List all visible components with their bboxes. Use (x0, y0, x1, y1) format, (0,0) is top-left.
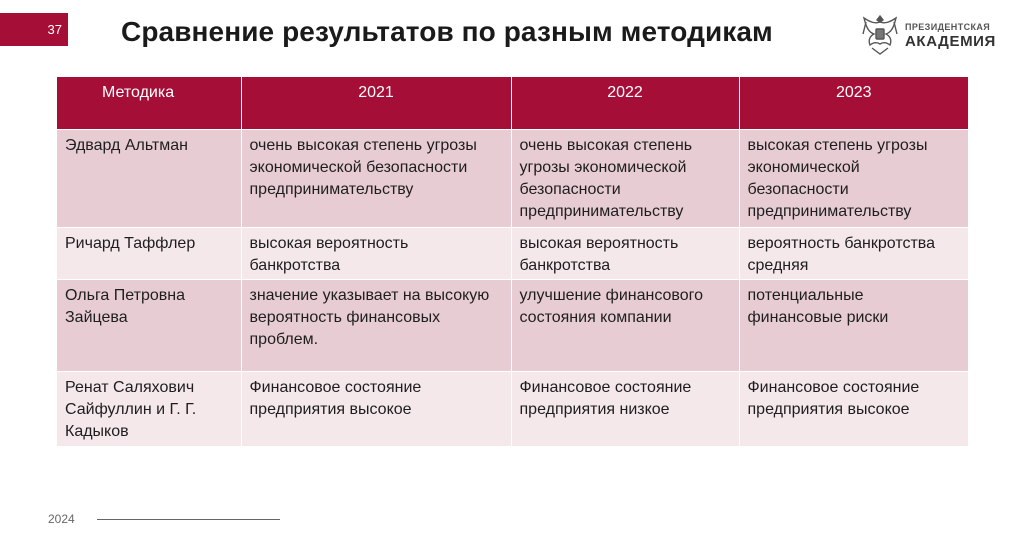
table-cell: Финансовое состояние предприятия высокое (739, 371, 968, 446)
page-title: Сравнение результатов по разным методикам (121, 16, 773, 47)
table-cell: Финансовое состояние предприятия низкое (511, 371, 739, 446)
table-cell: потенциальные финансовые риски (739, 279, 968, 371)
slide-number: 37 (47, 22, 62, 37)
footer-year: 2024 (48, 512, 75, 526)
table-cell: Эдвард Альтман (57, 129, 241, 227)
column-header-2021: 2021 (241, 77, 511, 129)
column-header-2022: 2022 (511, 77, 739, 129)
eagle-emblem-icon (858, 12, 902, 58)
table-cell: высокая вероятность банкротства (241, 227, 511, 279)
table-row (57, 129, 968, 227)
table-header-row (57, 77, 968, 129)
table-cell: очень высокая степень угрозы экономической безопасности предпринимательству (511, 129, 739, 227)
column-header-method: Методика (57, 77, 241, 129)
table-row (57, 227, 968, 279)
table-cell: Ольга Петровна Зайцева (57, 279, 241, 371)
logo-text-top: ПРЕЗИДЕНТСКАЯ (905, 22, 991, 32)
footer-divider (97, 519, 280, 520)
table-row (57, 371, 968, 446)
table-cell: Ричард Таффлер (57, 227, 241, 279)
slide-number-badge (0, 13, 68, 46)
table-cell: Ренат Саляхович Сайфуллин и Г. Г. Кадыков (57, 371, 241, 446)
table-cell: улучшение финансового состояния компании (511, 279, 739, 371)
logo-text-main: АКАДЕМИЯ (905, 33, 996, 50)
academy-logo (858, 12, 996, 58)
table-cell: значение указывает на высокую вероятность финансовых проблем. (241, 279, 511, 371)
table-cell: высокая степень угрозы экономической безопасности предпринимательству (739, 129, 968, 227)
table-cell: Финансовое состояние предприятия высокое (241, 371, 511, 446)
table-row (57, 279, 968, 371)
table-cell: вероятность банкротства средняя (739, 227, 968, 279)
column-header-2023: 2023 (739, 77, 968, 129)
table-cell: высокая вероятность банкротства (511, 227, 739, 279)
comparison-table (57, 77, 968, 446)
table-cell: очень высокая степень угрозы экономической безопасности предпринимательству (241, 129, 511, 227)
